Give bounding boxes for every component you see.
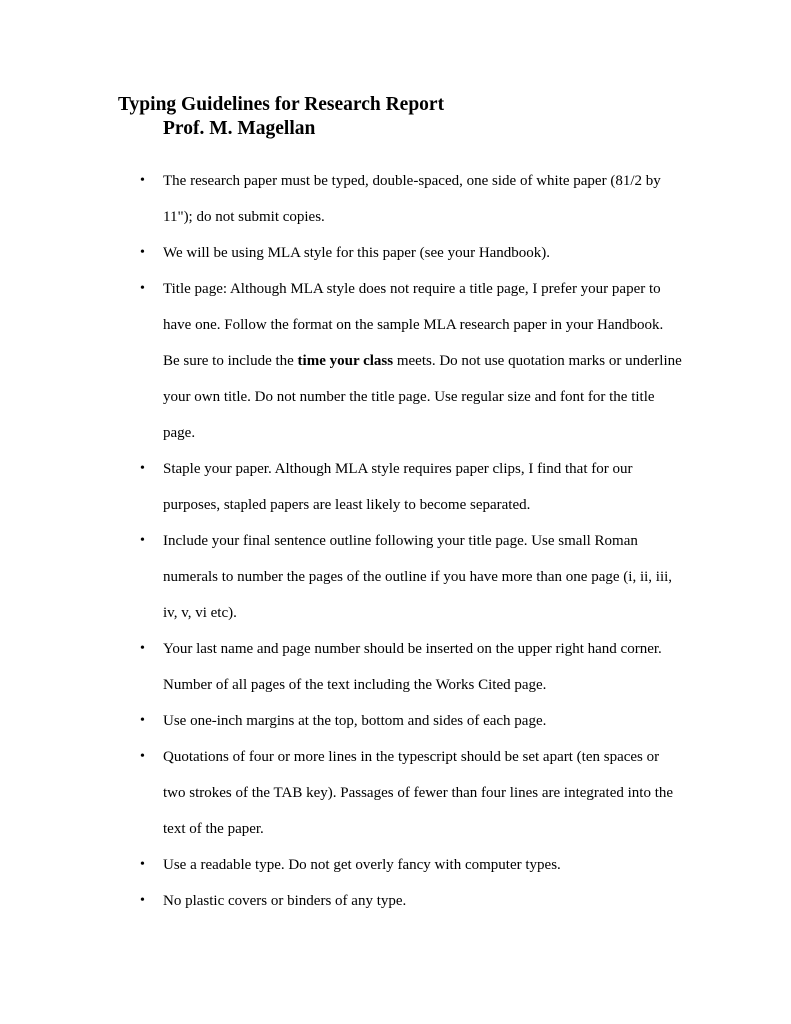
title-line-1: Typing Guidelines for Research Report: [118, 94, 445, 115]
guideline-text-before: Title page: Although MLA style does not require a title page, I prefer your paper to have one. Follow the format on the sample MLA research paper in your Handbook. Be sure to include the: [163, 281, 664, 369]
list-item: [140, 523, 683, 631]
guideline-text: Use a readable type. Do not get overly fancy with computer types.: [163, 857, 561, 873]
title-line-2-author: Prof. M. Magellan: [163, 118, 316, 139]
list-item: [140, 883, 683, 919]
list-item: [140, 847, 683, 883]
guideline-bold-phrase: time your class: [297, 353, 394, 369]
guideline-text: No plastic covers or binders of any type.: [163, 893, 407, 909]
bullet-icon: •: [140, 281, 145, 296]
list-item: [140, 631, 683, 703]
bullet-icon: •: [140, 533, 145, 548]
guidelines-list: [140, 163, 683, 919]
bullet-icon: •: [140, 749, 145, 764]
bullet-icon: •: [140, 245, 145, 260]
guideline-text: Use one-inch margins at the top, bottom and sides of each page.: [163, 713, 547, 729]
list-item: [140, 703, 683, 739]
list-item: [140, 451, 683, 523]
bullet-icon: •: [140, 173, 145, 188]
bullet-icon: •: [140, 857, 145, 872]
guideline-text: Include your final sentence outline following your title page. Use small Roman numerals to number the pages of the outline if you have more than one page (i, ii, iii, iv, v, vi etc).: [163, 533, 673, 621]
guideline-text: [163, 271, 683, 451]
bullet-icon: •: [140, 893, 145, 908]
bullet-icon: •: [140, 641, 145, 656]
list-item: [140, 739, 683, 847]
guideline-text: We will be using MLA style for this paper (see your Handbook).: [163, 245, 551, 261]
guideline-text: The research paper must be typed, double-spaced, one side of white paper (81/2 by 11"); do not submit copies.: [163, 173, 661, 225]
guideline-text: Your last name and page number should be inserted on the upper right hand corner. Number of all pages of the text including the Works Cited page.: [163, 641, 662, 693]
guideline-text: Quotations of four or more lines in the typescript should be set apart (ten spaces or two strokes of the TAB key). Passages of fewer than four lines are integrated into the text of the paper.: [163, 749, 674, 837]
list-item: [140, 271, 683, 451]
document-title: [118, 93, 444, 141]
bullet-icon: •: [140, 461, 145, 476]
list-item: [140, 235, 683, 271]
bullet-icon: •: [140, 713, 145, 728]
guideline-text: Staple your paper. Although MLA style requires paper clips, I find that for our purposes, stapled papers are least likely to become separated.: [163, 461, 633, 513]
guideline-text-after: meets. Do not use quotation marks or underline your own title. Do not number the title page. Use regular size and font for the title page.: [163, 353, 682, 441]
list-item: [140, 163, 683, 235]
